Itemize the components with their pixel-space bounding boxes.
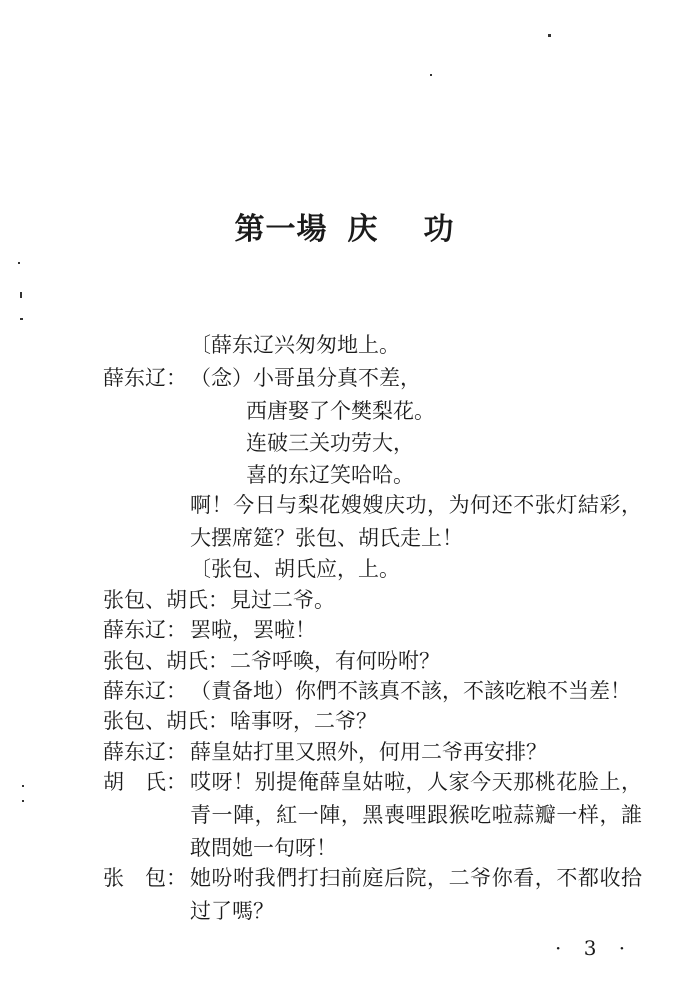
- scan-speck: [430, 74, 432, 76]
- scene-number: 第一場: [234, 212, 328, 247]
- verse-line: 连破三关功劳大，: [246, 431, 414, 455]
- dialogue-line: 啥事呀，二爷？: [230, 709, 377, 733]
- stage-direction: 〔薛东辽兴匆匆地上。: [190, 333, 400, 357]
- dialogue-line: 罢啦，罢啦！: [190, 618, 316, 642]
- stage-direction: 〔张包、胡氏应，上。: [190, 557, 400, 581]
- dialogue-line: 見过二爷。: [230, 588, 335, 612]
- speaker-label: 胡 氏：: [103, 770, 187, 794]
- scene-name-char-2: 功: [423, 212, 456, 247]
- scan-speck: [18, 262, 20, 264]
- scan-speck: [548, 34, 551, 37]
- speaker-label: 薛东辽：: [103, 740, 187, 764]
- speaker-label: 薛东辽：: [103, 618, 187, 642]
- speaker-label: 薛东辽：: [103, 679, 187, 703]
- speaker-label: 张包、胡氏：: [103, 709, 229, 733]
- scan-speck: [20, 318, 23, 320]
- verse-line: 西唐娶了个樊梨花。: [246, 399, 435, 423]
- speaker-label: 张包、胡氏：: [103, 649, 229, 673]
- dialogue-line: 哎呀！别提俺薛皇姑啦，人家今天那桃花脸上，青一陣，紅一陣，黑喪哩跟猴吃啦蒜瓣一样，誰敢問她一句呀！: [190, 770, 642, 860]
- speaker-label: 张 包：: [103, 866, 187, 890]
- verse-line: 喜的东辽笑哈哈。: [246, 463, 414, 487]
- scan-speck: [20, 292, 22, 298]
- speaker-label: 薛东辽：: [103, 366, 187, 390]
- scan-speck: [22, 785, 24, 787]
- scan-speck: [22, 800, 24, 802]
- dialogue-line: 薛皇姑打里又照外，何用二爷再安排？: [190, 740, 547, 764]
- dialogue-line: 她吩咐我們打扫前庭后院，二爷你看，不都收拾过了嗎？: [190, 866, 642, 923]
- dialogue-line: （責备地）你們不該真不該，不該吃粮不当差！: [190, 679, 631, 703]
- scene-name-char-1: 庆: [347, 212, 380, 247]
- page-number: · 3 ·: [555, 936, 634, 960]
- dialogue-line: 啊！今日与梨花嫂嫂庆功，为何还不张灯結彩，大摆席筵？张包、胡氏走上！: [190, 493, 642, 550]
- dialogue-line: 二爷呼喚，有何吩咐？: [230, 649, 440, 673]
- dialogue-line: （念）小哥虽分真不差，: [190, 366, 421, 390]
- speaker-label: 张包、胡氏：: [103, 588, 229, 612]
- scene-title: [0, 204, 690, 248]
